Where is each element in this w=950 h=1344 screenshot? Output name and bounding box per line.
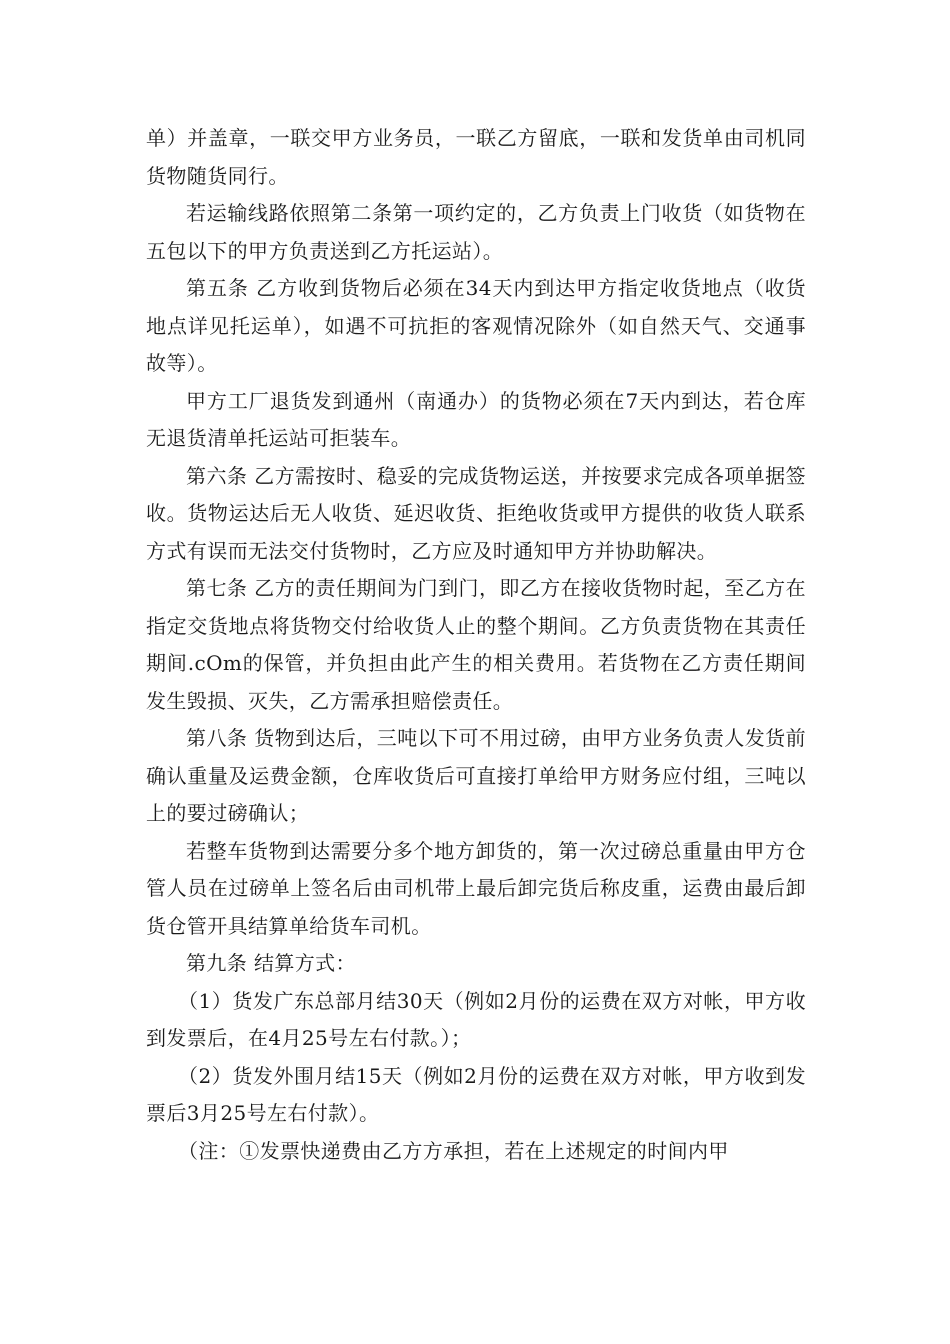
paragraph-returns: 甲方工厂退货发到通州（南通办）的货物必须在7天内到达，若仓库无退货清单托运站可拒装车。 <box>146 388 806 450</box>
document-body <box>146 120 806 1170</box>
paragraph-settlement-1: （1）货发广东总部月结30天（例如2月份的运费在双方对帐，甲方收到发票后，在4月25号左右付款。）； <box>146 988 806 1050</box>
paragraph-settlement-2: （2）货发外围月结15天（例如2月份的运费在双方对帐，甲方收到发票后3月25号左右付款）。 <box>146 1063 806 1125</box>
paragraph-continuation: 单）并盖章，一联交甲方业务员，一联乙方留底，一联和发货单由司机同货物随货同行。 <box>146 126 806 188</box>
paragraph-article-6: 第六条 乙方需按时、稳妥的完成货物运送，并按要求完成各项单据签收。货物运达后无人收货、延迟收货、拒绝收货或甲方提供的收货人联系方式有误而无法交付货物时，乙方应及时通知甲方并协助解决。 <box>146 463 806 563</box>
paragraph-unloading: 若整车货物到达需要分多个地方卸货的，第一次过磅总重量由甲方仓管人员在过磅单上签名后由司机带上最后卸完货后称皮重，运费由最后卸货仓管开具结算单给货车司机。 <box>146 838 806 938</box>
paragraph-note: （注：①发票快递费由乙方方承担，若在上述规定的时间内甲 <box>178 1138 729 1163</box>
paragraph-article-5: 第五条 乙方收到货物后必须在34天内到达甲方指定收货地点（收货地点详见托运单），如遇不可抗拒的客观情况除外（如自然天气、交通事故等）。 <box>146 276 806 375</box>
paragraph-article-9: 第九条 结算方式： <box>186 951 356 975</box>
paragraph-article-7: 第七条 乙方的责任期间为门到门，即乙方在接收货物时起，至乙方在指定交货地点将货物交付给收货人止的整个期间。乙方负责货物在其责任期间.cOm的保管，并负担由此产生的相关费用。若货物在乙方责任期间发生毁损、灭失，乙方需承担赔偿责任。 <box>146 576 806 713</box>
paragraph-article-8: 第八条 货物到达后，三吨以下可不用过磅，由甲方业务负责人发货前确认重量及运费金额，仓库收货后可直接打单给甲方财务应付组，三吨以上的要过磅确认； <box>146 726 806 825</box>
paragraph-pickup: 若运输线路依照第二条第一项约定的，乙方负责上门收货（如货物在五包以下的甲方负责送到乙方托运站）。 <box>146 201 806 263</box>
